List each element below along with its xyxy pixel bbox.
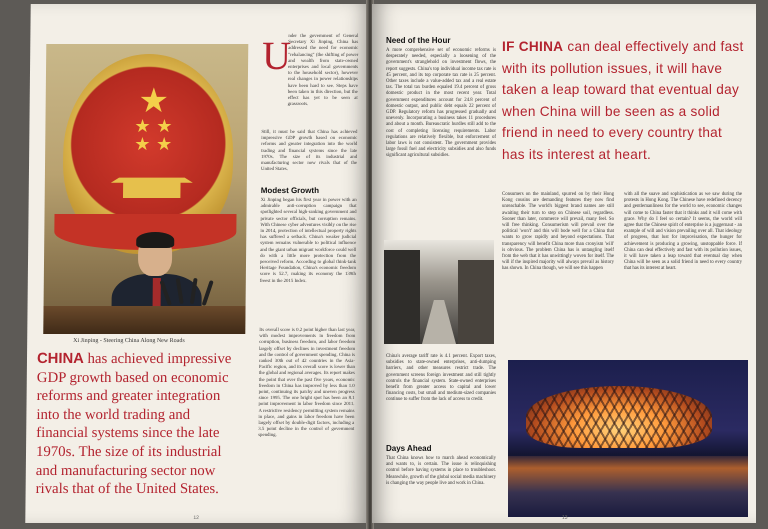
subhead-days-ahead: Days Ahead xyxy=(386,444,432,453)
left-page xyxy=(25,4,372,523)
pull-quote-right-text: can deal effectively and fast with its pollution issues, it will have taken a leap toward that eventual day when China will be seen as a solid friend in need to every country that has its interest at heart. xyxy=(502,39,744,162)
microphones-icon xyxy=(156,276,226,308)
tariff-paragraph: China's average tariff rate is 4.1 percent. Export taxes, subsidies to state-owned enterprises, anti-dumping barriers, and other measures restrict trade. The government screens foreign investment and still tightly controls the financial system. State-owned enterprises benefit from greater access to capital and lower financing costs, but small and medium-sized companies continue to suffer from the lack of access to credit. xyxy=(386,354,496,403)
pull-quote-left-lead: CHINA xyxy=(36,351,84,367)
pull-quote-right-lead: IF CHINA xyxy=(502,39,564,54)
pull-quote-left-text: has achieved impressive GDP growth based on economic reforms and greater integration into the world trading and financial systems since the late 1970s. The size of its industrial and manufacturing sector now rivals that of the United States. xyxy=(35,351,232,498)
need-paragraph: A more comprehensive set of economic reforms is desperately needed, especially a loosening of the government's stranglehold on investment flows, the report suggests. China's top individual income tax rate is 45 percent, and its top corporate tax rate is 25 percent. Other taxes include a value-added tax and a real estate tax. The total tax burden equaled 19.4 percent of gross domestic product in the most recent year. Total government expenditures account for 24.8 percent of domestic output, and public debt equals 22 percent of GDP. Regulatory reform has progressed gradually and unevenly. Incorporating a business takes 11 procedures and about a month. Bureaucratic hurdles still add to the cost of completing licensing requirements. Labor regulations are relatively flexible, but enforcement of labor laws is not consistent. The government provides large fossil fuel and electricity subsidies and also funds significant agricultural subsidies. xyxy=(386,48,496,159)
drop-cap: U xyxy=(261,33,292,78)
xi-jinping-photo xyxy=(43,44,248,334)
page-number-right: 13 xyxy=(562,515,568,521)
subhead-modest-growth: Modest Growth xyxy=(260,186,320,195)
right-column-paragraph: with all the suave and sophistication as we saw during the protests in Hong Kong. The Chinese have redefined decency and gentlemanliness for the world to see, economic changes will come to China faster that it thinks and it will come with grace. Why do I feel so certain? It seems, the world will agree that the Chinese spirit of enterprise is a juggernaut - an example of will and vision prevailing over all. That ideology of progress, that lust for improvisation, the hunger for achievement is producing a growing, unstoppable force. If China can deal effectively and fast with its pollution issues, it will have taken a leap toward that eventual day when China will be seen as a solid friend in need to every country that has its interest at heart. xyxy=(624,192,742,272)
pull-quote-right xyxy=(502,36,747,165)
birds-nest-stadium-photo xyxy=(508,360,748,517)
subhead-need-of-the-hour: Need of the Hour xyxy=(386,36,451,45)
page-number-left: 12 xyxy=(193,515,199,521)
intro-paragraph-2: Still, it must be said that China has achieved impressive GDP growth based on economic reforms and greater integration into the world trading and financial systems since the late 1970s. The size of its industrial and manufacturing sector now rivals that of the United States. xyxy=(260,130,358,173)
right-page xyxy=(372,4,756,523)
tiananmen-gate-icon xyxy=(111,164,193,198)
photo-caption: Xi Jinping - Steering China Along New Roads xyxy=(73,338,185,344)
podium xyxy=(43,306,245,334)
modest-growth-paragraph: Xi Jinping began his first year in power with an admirable anti-corruption campaign that spotlighted several high-ranking government and private sector officials, but corruption remains. With Chinese cyber adventures visibly on the rise in 2014, protection of intellectual property rights has suffered a setback. China's weaker judicial system remains vulnerable to political influence and the giant urban migrant workforce could well do with a little more protection from the perceived reform. According to global think-tank Heritage Foundation, China's economic freedom score is 52.7, making its economy the 139th freest in the 2015 Index. xyxy=(259,198,357,284)
days-ahead-paragraph: That China knows how to march ahead economically and wants to, is certain. The issue is relinquishing control before having systems in place to troubleshoot. Meanwhile, growth of the global social media machinery is changing the way people live and work in China. xyxy=(386,456,496,486)
modest-growth-paragraph-2: Its overall score is 0.2 point higher than last year, with modest improvements in freedom from corruption, business freedom, and labor freedom largely offset by declines in investment freedom and the control of government spending. China is ranked 30th out of 42 countries in the Asia-Pacific region, and its overall score is lower than the global and regional averages. Its report makes the point that over the past five years, economic freedom in China has improved by less than 1.0 point, continuing its patchy and uneven progress since 1995. The one bright spot has been an 8.1 point improvement in labor freedom since 2011. A restrictive residency permitting system remains in place, and gains in labor freedom have been largely offset by double-digit factors, including a 3.5 point decline in the control of government spending. xyxy=(258,328,356,439)
street-photo xyxy=(384,240,494,344)
pull-quote-left xyxy=(36,350,246,499)
intro-paragraph: nder the government of General Secretary Xi Jinping, China has addressed the need for economic "rebalancing" (the shifting of power and wealth from state-owned enterprises and local governments to the household sector), however real changes in power relationships have been hard to see. Steps have been taken in this direction, but the effect has yet to be seen at grassroots. xyxy=(287,34,359,108)
emblem-stars-icon: ★ ★ ★ ★ ★ xyxy=(134,81,173,155)
middle-column-paragraph: Consumers on the mainland, spurred on by their Hong Kong cousins are demanding features they now find unreachable. The world's biggest brand names are still awaiting their turn to step on Chinese soil, regardless. Sooner than later, commerce will prevail, many feel. So will free thinking. Consumerism will prevail over the political 'won't' and this will bode well for a China that wants to grow rapidly and beyond expectations. That transparency will benefit China more than cronyism 'will' is obvious. The problem China has is untangling itself from the web that it has unwittingly woven for itself. The will if the inspired majority will always prevail as history has shown. In China though, we will see this happen xyxy=(502,192,614,272)
